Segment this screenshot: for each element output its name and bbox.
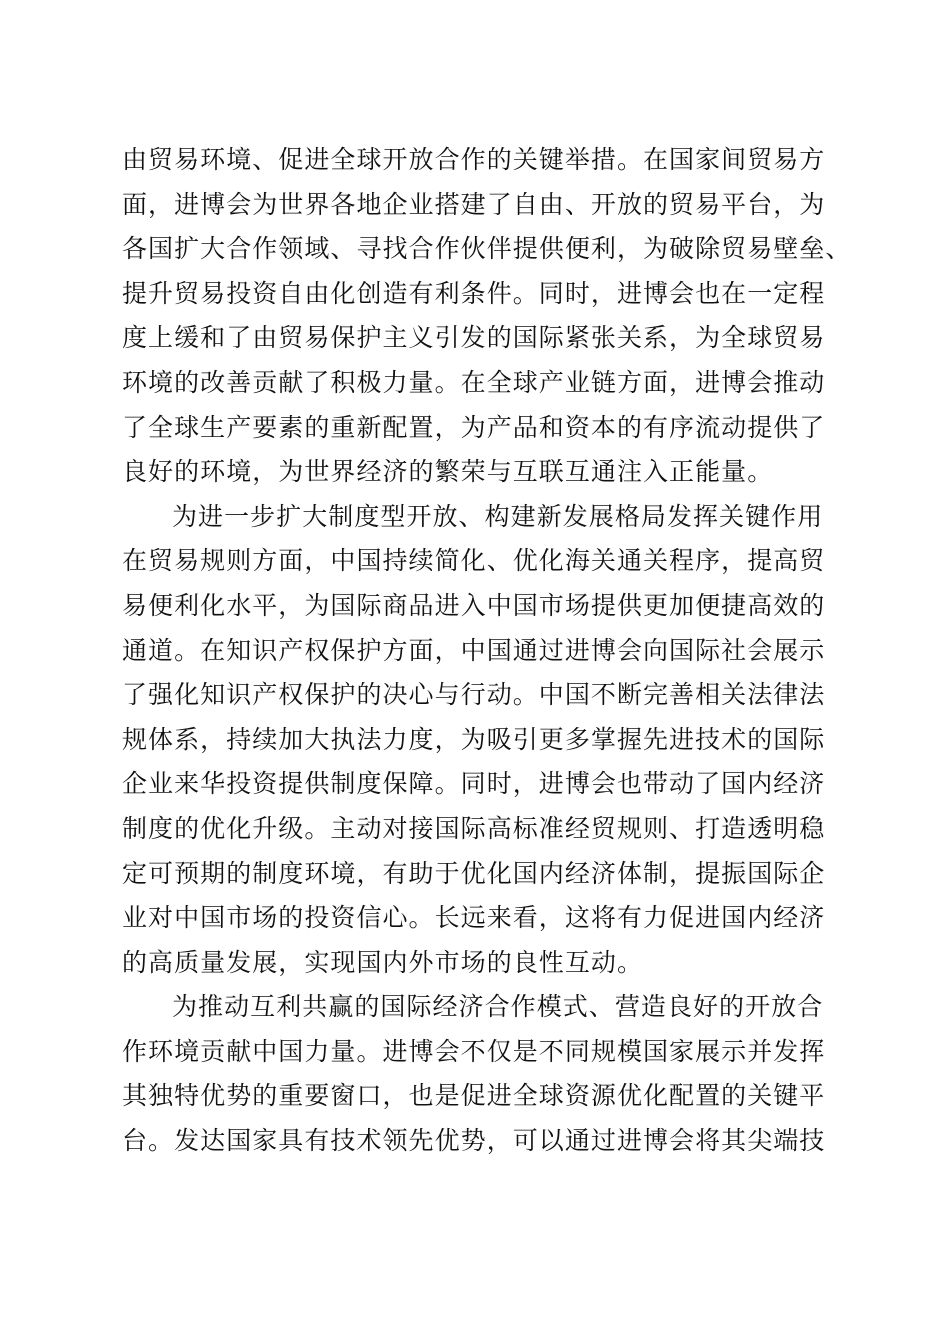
text-line: 定可预期的制度环境，有助于优化国内经济体制，提振国际企	[122, 858, 826, 888]
text-line: 其独特优势的重要窗口，也是促进全球资源优化配置的关键平	[122, 1081, 826, 1111]
text-line: 了强化知识产权保护的决心与行动。中国不断完善相关法律法	[122, 680, 826, 710]
text-line: 台。发达国家具有技术领先优势，可以通过进博会将其尖端技	[122, 1126, 826, 1156]
text-line: 良好的环境，为世界经济的繁荣与互联互通注入正能量。	[122, 457, 774, 487]
text-line: 面，进博会为世界各地企业搭建了自由、开放的贸易平台，为	[122, 189, 826, 219]
text-line: 业对中国市场的投资信心。长远来看，这将有力促进国内经济	[122, 903, 826, 933]
text-line: 环境的改善贡献了积极力量。在全球产业链方面，进博会推动	[122, 367, 826, 397]
text-line: 规体系，持续加大执法力度，为吸引更多掌握先进技术的国际	[122, 724, 826, 754]
text-line: 在贸易规则方面，中国持续简化、优化海关通关程序，提高贸	[122, 546, 826, 576]
text-line: 通道。在知识产权保护方面，中国通过进博会向国际社会展示	[122, 635, 826, 665]
text-line: 提升贸易投资自由化创造有利条件。同时，进博会也在一定程	[122, 278, 826, 308]
text-line: 作环境贡献中国力量。进博会不仅是不同规模国家展示并发挥	[122, 1036, 826, 1066]
text-line: 易便利化水平，为国际商品进入中国市场提供更加便捷高效的	[122, 590, 826, 620]
text-line: 为推动互利共赢的国际经济合作模式、营造良好的开放合	[172, 992, 824, 1022]
text-line: 为进一步扩大制度型开放、构建新发展格局发挥关键作用	[172, 501, 824, 531]
text-line: 度上缓和了由贸易保护主义引发的国际紧张关系，为全球贸易	[122, 323, 826, 353]
body-text	[122, 138, 852, 1164]
text-line: 制度的优化升级。主动对接国际高标准经贸规则、打造透明稳	[122, 813, 826, 843]
text-line: 了全球生产要素的重新配置，为产品和资本的有序流动提供了	[122, 412, 826, 442]
text-line: 企业来华投资提供制度保障。同时，进博会也带动了国内经济	[122, 769, 826, 799]
text-line: 的高质量发展，实现国内外市场的良性互动。	[122, 947, 644, 977]
text-line: 由贸易环境、促进全球开放合作的关键举措。在国家间贸易方	[122, 145, 826, 174]
text-line: 各国扩大合作领域、寻找合作伙伴提供便利，为破除贸易壁垒、	[122, 234, 852, 264]
